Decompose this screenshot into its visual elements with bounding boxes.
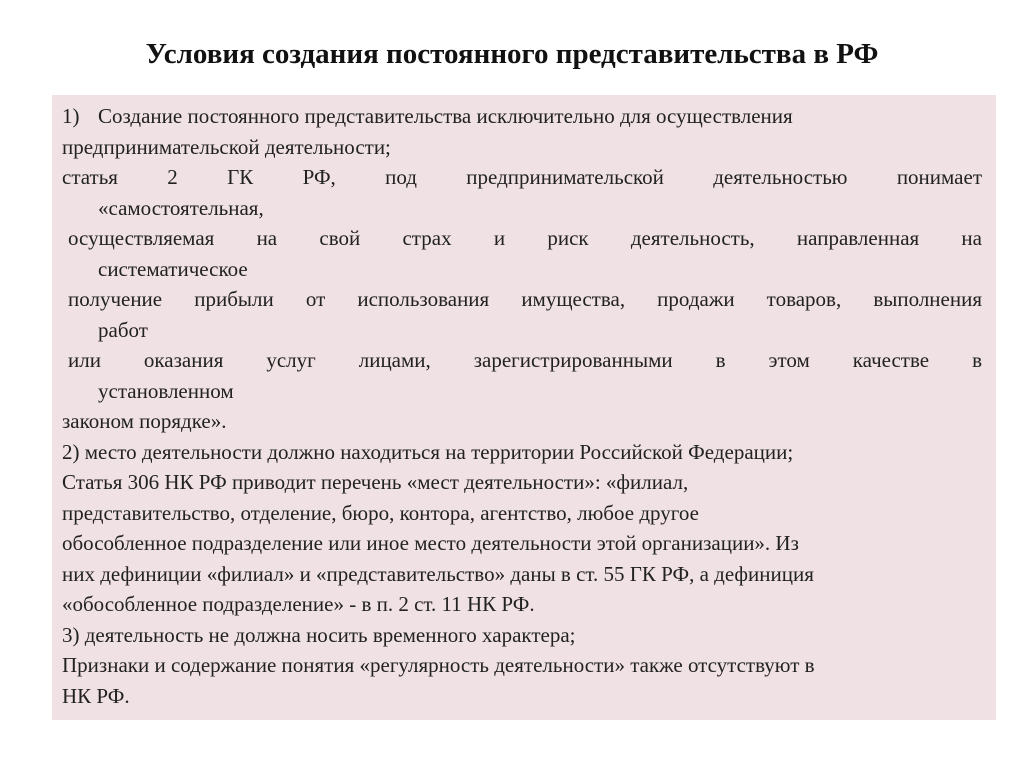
- item-1-text: Создание постоянного представительства исключительно для осуществления: [98, 104, 793, 128]
- article-306-line-3: обособленное подразделение или иное место деятельности этой организации». Из: [62, 531, 799, 555]
- definition-line-3b: работ: [98, 317, 148, 342]
- item-1-line-1: [62, 101, 982, 132]
- definition-line-1: статья 2 ГК РФ, под предпринимательской деятельностью понимает: [62, 165, 982, 189]
- item-2: 2) место деятельности должно находиться на территории Российской Федерации;: [62, 439, 794, 464]
- article-306-line-4: них дефиниции «филиал» и «представительство» даны в ст. 55 ГК РФ, а дефиниция: [62, 561, 814, 586]
- content-panel: [52, 95, 996, 720]
- regularity-line-2: НК РФ.: [62, 683, 130, 708]
- article-306-line-2: представительство, отделение, бюро, контора, агентство, любое другое: [62, 500, 699, 525]
- item-1-line-2: предпринимательской деятельности;: [62, 134, 391, 159]
- definition-line-4: или оказания услуг лицами, зарегистрированными в этом качестве в: [68, 348, 982, 372]
- article-306-line-1: Статья 306 НК РФ приводит перечень «мест деятельности»: «филиал,: [62, 470, 689, 494]
- definition-line-3: получение прибыли от использования имущества, продажи товаров, выполнения: [68, 287, 982, 311]
- page-title: Условия создания постоянного представительства в РФ: [145, 38, 879, 70]
- regularity-line-1: Признаки и содержание понятия «регулярность деятельности» также отсутствуют в: [62, 653, 815, 677]
- definition-line-2b: систематическое: [98, 256, 248, 281]
- item-3: 3) деятельность не должна носить временного характера;: [62, 622, 576, 647]
- article-306-line-5: «обособленное подразделение» - в п. 2 ст. 11 НК РФ.: [62, 592, 535, 616]
- definition-line-4b: установленном: [98, 378, 234, 403]
- item-1-number: 1): [62, 104, 80, 128]
- definition-line-2: осуществляемая на свой страх и риск деятельность, направленная на: [68, 226, 982, 250]
- definition-line-5: законом порядке».: [62, 409, 227, 433]
- definition-line-1b: «самостоятельная,: [98, 195, 264, 220]
